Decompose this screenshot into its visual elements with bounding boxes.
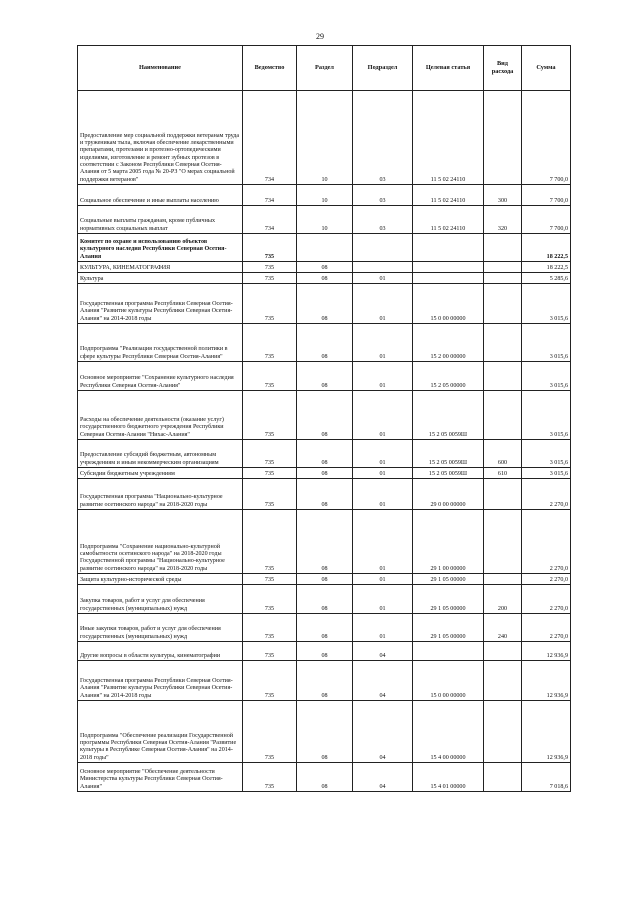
- row-section: 08: [297, 468, 353, 479]
- row-expense-type: [484, 273, 522, 284]
- row-section: 08: [297, 324, 353, 362]
- table-row: [78, 510, 571, 574]
- row-target-article: 15 2 05 0059Ш: [413, 468, 484, 479]
- row-section: 08: [297, 642, 353, 661]
- table-row: [78, 614, 571, 642]
- row-department: 735: [243, 391, 297, 440]
- row-section: 10: [297, 91, 353, 185]
- table-row: [78, 574, 571, 585]
- row-amount: 5 285,6: [522, 273, 571, 284]
- page-number: 29: [316, 32, 324, 41]
- row-expense-type: [484, 284, 522, 324]
- row-department: 735: [243, 468, 297, 479]
- header-department: Ведомство: [243, 46, 297, 91]
- row-amount: 7 700,0: [522, 206, 571, 234]
- row-target-article: 15 4 00 00000: [413, 701, 484, 763]
- row-name: Подпрограмма "Сохранение национально-культурной самобытности осетинского народа" на 2018-2020 годы Государственной программы "Национально-культурное развитие осетинского народа" на 2018-2020 годы: [78, 510, 243, 574]
- table-row: [78, 262, 571, 273]
- header-section: Раздел: [297, 46, 353, 91]
- row-amount: 12 936,9: [522, 642, 571, 661]
- row-department: 735: [243, 234, 297, 262]
- row-subsection: 03: [353, 206, 413, 234]
- row-section: 08: [297, 585, 353, 614]
- row-subsection: 01: [353, 479, 413, 510]
- row-amount: 3 015,6: [522, 440, 571, 468]
- row-expense-type: [484, 763, 522, 792]
- table-row: [78, 391, 571, 440]
- row-name: Основное мероприятие "Обеспечение деятельности Министерства культуры Республики Северная Осетия-Алания": [78, 763, 243, 792]
- row-name: Другие вопросы в области культуры, кинематографии: [78, 642, 243, 661]
- row-subsection: 01: [353, 585, 413, 614]
- row-section: 08: [297, 262, 353, 273]
- header-name: Наименование: [78, 46, 243, 91]
- row-target-article: 29 0 00 00000: [413, 479, 484, 510]
- row-amount: 3 015,6: [522, 468, 571, 479]
- row-target-article: 15 2 05 00000: [413, 362, 484, 391]
- row-section: 10: [297, 206, 353, 234]
- row-expense-type: 600: [484, 440, 522, 468]
- row-department: 735: [243, 510, 297, 574]
- row-name: Социальные выплаты гражданам, кроме публичных нормативных социальных выплат: [78, 206, 243, 234]
- row-section: 08: [297, 661, 353, 701]
- row-section: 08: [297, 284, 353, 324]
- table-row: [78, 763, 571, 792]
- row-expense-type: [484, 479, 522, 510]
- row-name: Закупка товаров, работ и услуг для обеспечения государственных (муниципальных) нужд: [78, 585, 243, 614]
- row-target-article: 15 4 01 00000: [413, 763, 484, 792]
- row-department: 734: [243, 206, 297, 234]
- row-section: 08: [297, 510, 353, 574]
- table-row: [78, 440, 571, 468]
- header-expense-type: Вид расхода: [484, 46, 522, 91]
- table-row: [78, 234, 571, 262]
- row-section: 08: [297, 391, 353, 440]
- row-target-article: 29 1 05 00000: [413, 574, 484, 585]
- row-target-article: 29 1 00 00000: [413, 510, 484, 574]
- budget-table: [77, 45, 571, 792]
- row-amount: 3 015,6: [522, 391, 571, 440]
- row-target-article: 15 2 05 0059Ш: [413, 391, 484, 440]
- row-subsection: 01: [353, 362, 413, 391]
- row-department: 735: [243, 479, 297, 510]
- row-department: 734: [243, 91, 297, 185]
- row-target-article: 15 2 00 00000: [413, 324, 484, 362]
- row-name: Социальное обеспечение и иные выплаты населению: [78, 185, 243, 206]
- row-target-article: 15 2 05 0059Ш: [413, 440, 484, 468]
- row-target-article: 29 1 05 00000: [413, 614, 484, 642]
- table-row: [78, 284, 571, 324]
- header-subsection: Подраздел: [353, 46, 413, 91]
- row-amount: 7 018,6: [522, 763, 571, 792]
- row-subsection: 04: [353, 763, 413, 792]
- row-expense-type: [484, 661, 522, 701]
- row-amount: 2 270,0: [522, 510, 571, 574]
- row-subsection: 03: [353, 91, 413, 185]
- row-target-article: 11 5 02 24110: [413, 185, 484, 206]
- table-body: [78, 91, 571, 792]
- row-target-article: 29 1 05 00000: [413, 585, 484, 614]
- table-header-row: [78, 46, 571, 91]
- row-amount: 18 222,5: [522, 234, 571, 262]
- row-target-article: [413, 262, 484, 273]
- row-name: Комитет по охране и использованию объектов культурного наследия Республики Северная Осетия-Алания: [78, 234, 243, 262]
- row-expense-type: [484, 234, 522, 262]
- row-name: Подпрограмма "Обеспечение реализации Государственной программы Республики Северная Осетия-Алания "Развитие культуры в Республике Северная Осетия-Алания" на 2014-2018 годы": [78, 701, 243, 763]
- row-department: 735: [243, 614, 297, 642]
- row-name: Предоставление субсидий бюджетным, автономным учреждениям и иным некоммерческим организациям: [78, 440, 243, 468]
- row-section: 08: [297, 479, 353, 510]
- row-section: 08: [297, 701, 353, 763]
- row-name: Субсидии бюджетным учреждениям: [78, 468, 243, 479]
- row-expense-type: [484, 91, 522, 185]
- row-subsection: 01: [353, 468, 413, 479]
- row-subsection: 04: [353, 701, 413, 763]
- row-expense-type: [484, 701, 522, 763]
- row-section: 08: [297, 763, 353, 792]
- row-amount: 2 270,0: [522, 585, 571, 614]
- row-section: [297, 234, 353, 262]
- row-expense-type: 320: [484, 206, 522, 234]
- row-expense-type: 300: [484, 185, 522, 206]
- row-department: 735: [243, 324, 297, 362]
- row-expense-type: 610: [484, 468, 522, 479]
- row-expense-type: [484, 391, 522, 440]
- row-amount: 2 270,0: [522, 479, 571, 510]
- row-section: 08: [297, 614, 353, 642]
- row-section: 10: [297, 185, 353, 206]
- row-subsection: 01: [353, 284, 413, 324]
- row-target-article: [413, 642, 484, 661]
- row-expense-type: [484, 642, 522, 661]
- row-section: 08: [297, 440, 353, 468]
- row-name: Расходы на обеспечение деятельности (оказание услуг) государственного бюджетного учреждения Республики Северная Осетия-Алания "Нихас-Алания": [78, 391, 243, 440]
- row-target-article: 15 0 00 00000: [413, 284, 484, 324]
- row-expense-type: [484, 574, 522, 585]
- row-expense-type: 200: [484, 585, 522, 614]
- row-name: КУЛЬТУРА, КИНЕМАТОГРАФИЯ: [78, 262, 243, 273]
- row-subsection: 01: [353, 614, 413, 642]
- row-amount: 3 015,6: [522, 324, 571, 362]
- row-subsection: [353, 234, 413, 262]
- row-department: 735: [243, 273, 297, 284]
- row-section: 08: [297, 362, 353, 391]
- row-department: 735: [243, 585, 297, 614]
- row-amount: 2 270,0: [522, 574, 571, 585]
- row-subsection: 01: [353, 440, 413, 468]
- row-department: 735: [243, 262, 297, 273]
- table-row: [78, 468, 571, 479]
- table-row: [78, 91, 571, 185]
- row-name: Государственная программа Республики Северная Осетия-Алания "Развитие культуры Республики Северная Осетия-Алания" на 2014-2018 годы: [78, 284, 243, 324]
- table-row: [78, 324, 571, 362]
- table-row: [78, 701, 571, 763]
- row-expense-type: [484, 510, 522, 574]
- row-expense-type: [484, 362, 522, 391]
- row-name: Государственная программа "Национально-культурное развитие осетинского народа" на 2018-2020 годы: [78, 479, 243, 510]
- table-row: [78, 273, 571, 284]
- row-name: Государственная программа Республики Северная Осетия-Алания "Развитие культуры Республики Северная Осетия-Алания" на 2014-2018 годы: [78, 661, 243, 701]
- row-name: Защита культурно-исторической среды: [78, 574, 243, 585]
- table-row: [78, 479, 571, 510]
- row-amount: 2 270,0: [522, 614, 571, 642]
- row-amount: 7 700,0: [522, 185, 571, 206]
- row-amount: 3 015,6: [522, 284, 571, 324]
- table-row: [78, 185, 571, 206]
- row-target-article: 11 5 02 24110: [413, 91, 484, 185]
- row-department: 735: [243, 661, 297, 701]
- row-target-article: 15 0 00 00000: [413, 661, 484, 701]
- row-department: 735: [243, 440, 297, 468]
- header-amount: Сумма: [522, 46, 571, 91]
- row-subsection: 03: [353, 185, 413, 206]
- row-name: Культура: [78, 273, 243, 284]
- table-row: [78, 661, 571, 701]
- row-subsection: 04: [353, 661, 413, 701]
- row-name: Подпрограмма "Реализация государственной политики в сфере культуры Республики Северная Осетия-Алания": [78, 324, 243, 362]
- row-subsection: 01: [353, 391, 413, 440]
- row-department: 735: [243, 284, 297, 324]
- table-row: [78, 362, 571, 391]
- row-department: 735: [243, 642, 297, 661]
- row-department: 735: [243, 362, 297, 391]
- row-section: 08: [297, 574, 353, 585]
- row-amount: 7 700,0: [522, 91, 571, 185]
- row-subsection: 04: [353, 642, 413, 661]
- row-department: 734: [243, 185, 297, 206]
- row-department: 735: [243, 574, 297, 585]
- row-subsection: 01: [353, 574, 413, 585]
- row-subsection: [353, 262, 413, 273]
- row-amount: 12 936,9: [522, 701, 571, 763]
- row-department: 735: [243, 701, 297, 763]
- row-expense-type: [484, 262, 522, 273]
- row-name: Иные закупки товаров, работ и услуг для обеспечения государственных (муниципальных) нужд: [78, 614, 243, 642]
- header-target-article: Целевая статья: [413, 46, 484, 91]
- row-target-article: [413, 273, 484, 284]
- row-subsection: 01: [353, 324, 413, 362]
- row-target-article: 11 5 02 24110: [413, 206, 484, 234]
- table-row: [78, 585, 571, 614]
- row-amount: 3 015,6: [522, 362, 571, 391]
- row-amount: 12 936,9: [522, 661, 571, 701]
- row-subsection: 01: [353, 510, 413, 574]
- row-target-article: [413, 234, 484, 262]
- row-subsection: 01: [353, 273, 413, 284]
- row-department: 735: [243, 763, 297, 792]
- row-expense-type: 240: [484, 614, 522, 642]
- row-expense-type: [484, 324, 522, 362]
- row-amount: 18 222,5: [522, 262, 571, 273]
- row-section: 08: [297, 273, 353, 284]
- table-row: [78, 642, 571, 661]
- row-name: Основное мероприятие "Сохранение культурного наследия Республики Северная Осетия-Алания": [78, 362, 243, 391]
- row-name: Предоставление мер социальной поддержки ветеранам труда и труженикам тыла, включая обеспечение лекарственными препаратами, протезами и протезно-ортопедическими изделиями, изготовление и ремонт зубных протезов в соответствии с Законом Республики Северная Осетия-Алания от 5 марта 2005 года № 20-РЗ "О мерах социальной поддержки ветеранов": [78, 91, 243, 185]
- table-row: [78, 206, 571, 234]
